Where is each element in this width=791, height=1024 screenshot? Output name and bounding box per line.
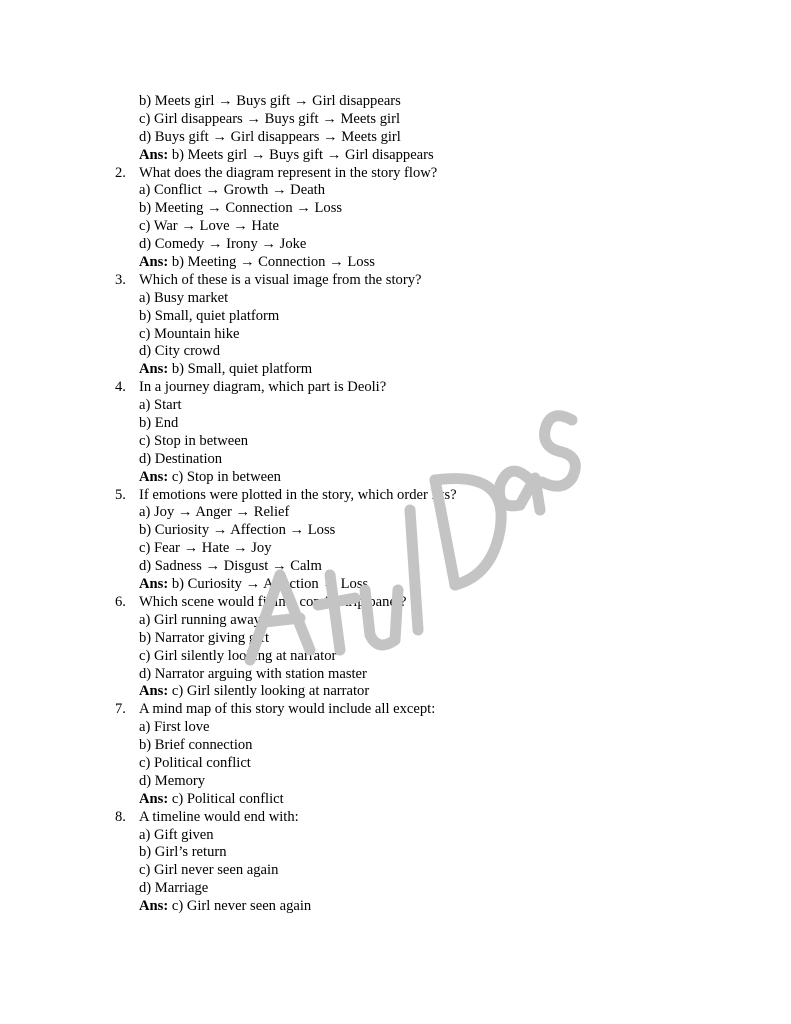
option-b: b) Brief connection	[139, 737, 253, 754]
option-b: b) Meeting → Connection → Loss	[139, 200, 343, 217]
option-a: a) Start	[139, 397, 182, 414]
question-text: Which scene would fit in a comic strip panel?	[139, 593, 407, 610]
option-d: d) Sadness → Disgust → Calm	[139, 558, 322, 575]
answer-label: Ans:	[139, 576, 169, 593]
answer-label: Ans:	[139, 683, 169, 700]
answer-label: Ans:	[139, 254, 169, 271]
question-number: 4.	[115, 379, 126, 396]
question-3	[115, 271, 739, 379]
question-text-line	[115, 808, 739, 827]
answer-text: b) Curiosity → Affection → Loss	[168, 576, 369, 593]
question-6	[115, 593, 739, 701]
question-number: 6.	[115, 593, 126, 610]
answer-text: b) Meets girl → Buys gift → Girl disappears	[168, 146, 434, 163]
answer-line	[139, 898, 739, 916]
option-c: c) Political conflict	[139, 754, 251, 771]
option-c: c) Fear → Hate → Joy	[139, 540, 272, 557]
option-a: a) Joy → Anger → Relief	[139, 504, 290, 521]
question-text-line	[115, 593, 739, 612]
answer-line	[139, 576, 739, 594]
option-a: a) Conflict → Growth → Death	[139, 182, 326, 199]
question-7	[115, 701, 739, 808]
option-c: c) Stop in between	[139, 432, 249, 449]
question-text: In a journey diagram, which part is Deoli?	[139, 379, 387, 396]
option-b: b) Curiosity → Affection → Loss	[139, 522, 336, 539]
question-number: 7.	[115, 701, 126, 718]
question-list	[115, 93, 739, 916]
answer-line	[139, 254, 739, 272]
question-8	[115, 808, 739, 916]
option-a: a) Girl running away	[139, 611, 261, 628]
option-d: d) City crowd	[139, 343, 221, 360]
answer-line	[139, 791, 739, 809]
question-text-line	[115, 379, 739, 397]
option-d: d) Buys gift → Girl disappears → Meets girl	[139, 128, 401, 145]
answer-label: Ans:	[139, 790, 169, 807]
option-c: c) War → Love → Hate	[139, 218, 279, 235]
question-text: A mind map of this story would include all except:	[139, 701, 436, 718]
option-d: d) Narrator arguing with station master	[139, 665, 367, 682]
question-1-continuation	[139, 93, 739, 165]
option-b: b) Narrator giving gift	[139, 629, 270, 646]
question-number: 8.	[115, 808, 126, 825]
question-text: If emotions were plotted in the story, which order fits?	[139, 486, 457, 503]
answer-text: c) Girl never seen again	[168, 898, 312, 915]
option-c: c) Mountain hike	[139, 325, 240, 342]
question-text-line	[115, 486, 739, 505]
question-text-line	[115, 701, 739, 719]
option-a: a) Busy market	[139, 289, 229, 306]
answer-label: Ans:	[139, 361, 169, 378]
option-d: d) Marriage	[139, 880, 209, 897]
question-text: A timeline would end with:	[139, 808, 299, 825]
answer-text: b) Small, quiet platform	[168, 361, 313, 378]
answer-text: c) Stop in between	[168, 468, 281, 485]
question-text-line	[115, 271, 739, 290]
option-d: d) Memory	[139, 772, 206, 789]
option-c: c) Girl disappears → Buys gift → Meets girl	[139, 110, 401, 127]
answer-line	[139, 683, 739, 701]
answer-text: c) Girl silently looking at narrator	[168, 683, 370, 700]
answer-label: Ans:	[139, 146, 169, 163]
question-text: What does the diagram represent in the story flow?	[139, 164, 438, 181]
option-b: b) Girl’s return	[139, 844, 227, 861]
question-2	[115, 164, 739, 272]
option-d: d) Destination	[139, 450, 223, 467]
option-a: a) First love	[139, 719, 210, 736]
question-5	[115, 486, 739, 594]
answer-label: Ans:	[139, 898, 169, 915]
answer-line	[139, 361, 739, 379]
question-text-line	[115, 164, 739, 183]
option-d: d) Comedy → Irony → Joke	[139, 236, 307, 253]
answer-text: b) Meeting → Connection → Loss	[168, 254, 375, 271]
question-text: Which of these is a visual image from the story?	[139, 271, 422, 288]
answer-text: c) Political conflict	[168, 790, 284, 807]
answer-label: Ans:	[139, 468, 169, 485]
question-4	[115, 379, 739, 486]
option-b: b) End	[139, 415, 179, 432]
answer-line	[139, 147, 739, 165]
question-number: 5.	[115, 486, 126, 503]
option-b: b) Small, quiet platform	[139, 307, 280, 324]
option-c: c) Girl never seen again	[139, 862, 279, 879]
question-number: 2.	[115, 164, 126, 181]
answer-line	[139, 469, 739, 487]
option-b: b) Meets girl → Buys gift → Girl disappears	[139, 93, 401, 109]
option-a: a) Gift given	[139, 826, 214, 843]
question-number: 3.	[115, 271, 126, 288]
option-c: c) Girl silently looking at narrator	[139, 647, 337, 664]
